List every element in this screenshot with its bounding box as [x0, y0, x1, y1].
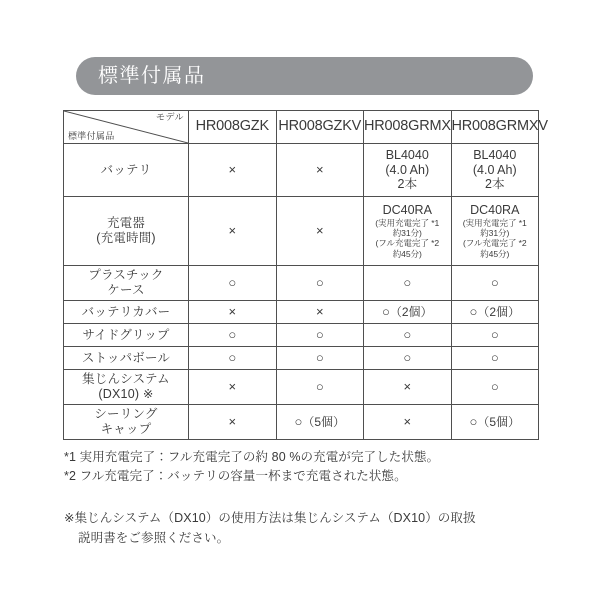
- row-label-line: 集じんシステム: [82, 372, 170, 387]
- corner-header-cell: [64, 111, 189, 144]
- table-body: [64, 144, 539, 440]
- included-mark-icon: ○: [469, 304, 478, 320]
- included-mark-icon: ○: [294, 414, 303, 430]
- table-row: [64, 370, 539, 405]
- table-cell: [189, 301, 277, 324]
- not-included-mark-icon: ×: [228, 223, 237, 239]
- quantity-label: （2個）: [389, 305, 433, 320]
- table-cell: [189, 144, 277, 197]
- table-cell: [276, 370, 364, 405]
- table-cell: [451, 266, 539, 301]
- table-cell: [451, 405, 539, 440]
- table-cell: [364, 324, 452, 347]
- table-cell: [451, 144, 539, 197]
- table-row: [64, 266, 539, 301]
- included-mark-icon: ○: [228, 327, 237, 343]
- table-header-row: [64, 111, 539, 144]
- row-label-cell: ストッパボール: [64, 347, 189, 370]
- included-mark-icon: ○: [228, 275, 237, 291]
- not-included-mark-icon: ×: [403, 414, 412, 430]
- footnote-2: *2 フル充電完了：バッテリの容量一杯まで充電された状態。: [64, 469, 407, 484]
- table-cell: [276, 266, 364, 301]
- row-label-line: (充電時間): [96, 231, 156, 245]
- not-included-mark-icon: ×: [403, 379, 412, 395]
- not-included-mark-icon: ×: [228, 379, 237, 395]
- row-label-cell: バッテリカバー: [64, 301, 189, 324]
- table-cell: [189, 370, 277, 405]
- footnotes-block: [64, 448, 544, 487]
- footnote-1: *1 実用充電完了：フル充電完了の約 80 %の充電が完了した状態。: [64, 450, 440, 464]
- not-included-mark-icon: ×: [315, 223, 324, 239]
- included-mark-icon: ○: [228, 350, 237, 366]
- table-cell: [364, 197, 452, 266]
- corner-model-label: モデル: [155, 112, 184, 122]
- included-mark-icon: ○: [315, 379, 324, 395]
- charger-detail-line: (実用充電完了 *1: [462, 218, 527, 229]
- included-mark-icon: ○: [315, 350, 324, 366]
- included-mark-icon: ○: [490, 327, 499, 343]
- charger-detail-line: 約45分): [392, 248, 422, 259]
- cell-text-line: BL4040: [385, 147, 429, 162]
- charger-detail-line: (フル充電完了 *2: [462, 238, 527, 249]
- table-cell: [276, 301, 364, 324]
- corner-row-label: 標準付属品: [68, 131, 115, 141]
- quantity-label: （2個）: [477, 305, 521, 320]
- charger-model-text: DC40RA: [470, 203, 520, 218]
- table-row: [64, 301, 539, 324]
- table-cell: [189, 405, 277, 440]
- row-label-cell: [64, 197, 189, 266]
- section-title-banner: [76, 57, 533, 95]
- charger-detail-line: (実用充電完了 *1: [375, 218, 440, 229]
- charger-detail-line: (フル充電完了 *2: [375, 238, 440, 249]
- model-header-3: HR008GRMX: [364, 111, 452, 144]
- quantity-label: （5個）: [302, 415, 346, 430]
- table-cell: [189, 197, 277, 266]
- standard-accessories-table: [63, 110, 548, 440]
- table-cell: [276, 197, 364, 266]
- cell-text-line: BL4040: [473, 147, 517, 162]
- table-cell: [364, 144, 452, 197]
- quantity-label: （5個）: [477, 415, 521, 430]
- included-mark-icon: ○: [315, 275, 324, 291]
- not-included-mark-icon: ×: [228, 414, 237, 430]
- table-row: [64, 405, 539, 440]
- table-cell: [276, 144, 364, 197]
- table-cell: [451, 301, 539, 324]
- cell-text-line: (4.0 Ah): [472, 162, 517, 177]
- cell-text-line: 2本: [485, 177, 505, 192]
- table-cell: [451, 347, 539, 370]
- table-row: [64, 144, 539, 197]
- table-cell: [364, 301, 452, 324]
- included-mark-icon: ○: [469, 414, 478, 430]
- table-cell: [364, 405, 452, 440]
- not-included-mark-icon: ×: [228, 304, 237, 320]
- model-header-2: HR008GZKV: [276, 111, 364, 144]
- table-cell: [451, 197, 539, 266]
- not-included-mark-icon: ×: [228, 162, 237, 178]
- table-cell: [276, 347, 364, 370]
- included-mark-icon: ○: [490, 275, 499, 291]
- cell-text-line: 2本: [397, 177, 417, 192]
- dust-system-note-line-1: ※集じんシステム（DX10）の使用方法は集じんシステム（DX10）の取扱: [64, 511, 476, 525]
- included-mark-icon: ○: [403, 327, 412, 343]
- table-cell: [189, 347, 277, 370]
- included-mark-icon: ○: [490, 350, 499, 366]
- table-cell: [276, 324, 364, 347]
- included-mark-icon: ○: [490, 379, 499, 395]
- table-cell: [364, 266, 452, 301]
- section-title-text: 標準付属品: [98, 65, 206, 87]
- table-cell: [451, 324, 539, 347]
- table-cell: [276, 405, 364, 440]
- row-label-cell: [64, 370, 189, 405]
- cell-text-line: (4.0 Ah): [385, 162, 430, 177]
- dust-system-note-line-2: 説明書をご参照ください。: [78, 531, 230, 545]
- table-row: [64, 324, 539, 347]
- row-label-line: 充電器: [106, 216, 146, 231]
- not-included-mark-icon: ×: [315, 162, 324, 178]
- included-mark-icon: ○: [315, 327, 324, 343]
- table-cell: [364, 347, 452, 370]
- row-label-line: ケース: [107, 283, 145, 297]
- row-label-cell: [64, 405, 189, 440]
- included-mark-icon: ○: [403, 275, 412, 291]
- table-cell: [364, 370, 452, 405]
- not-included-mark-icon: ×: [315, 304, 324, 320]
- row-label-cell: サイドグリップ: [64, 324, 189, 347]
- row-label-line: (DX10) ※: [98, 387, 154, 401]
- row-label-cell: バッテリ: [64, 144, 189, 197]
- charger-model-text: DC40RA: [382, 203, 432, 218]
- included-mark-icon: ○: [403, 350, 412, 366]
- dust-system-note: [64, 508, 534, 548]
- table-row: [64, 197, 539, 266]
- row-label-line: プラスチック: [88, 268, 164, 283]
- included-mark-icon: ○: [381, 304, 390, 320]
- model-header-4: HR008GRMXV: [451, 111, 539, 144]
- charger-detail-line: 約31分): [480, 228, 510, 239]
- row-label-line: キャップ: [100, 422, 152, 436]
- row-label-line: シーリング: [94, 407, 158, 422]
- table-cell: [451, 370, 539, 405]
- model-header-1: HR008GZK: [189, 111, 277, 144]
- table-row: [64, 347, 539, 370]
- table-cell: [189, 324, 277, 347]
- charger-detail-line: 約45分): [480, 248, 510, 259]
- charger-detail-line: 約31分): [392, 228, 422, 239]
- row-label-cell: [64, 266, 189, 301]
- table-cell: [189, 266, 277, 301]
